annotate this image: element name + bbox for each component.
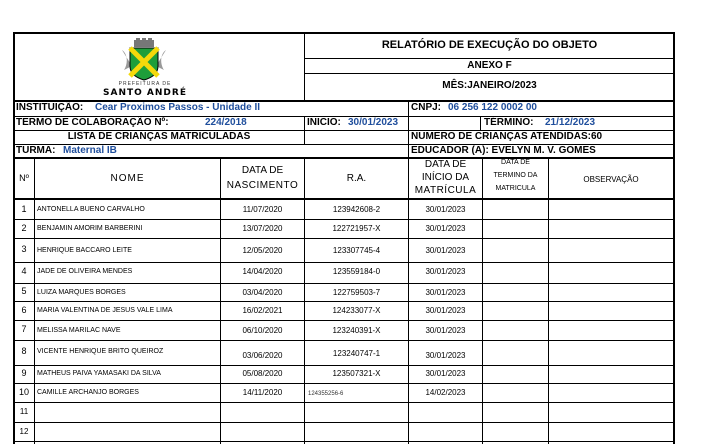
list-title: LISTA DE CRIANÇAS MATRICULADAS <box>67 131 251 142</box>
inicio-label: INICIO: <box>307 117 341 128</box>
row-start-date: 30/01/2023 <box>425 369 466 378</box>
row-ra: 123507321-X <box>332 369 381 378</box>
row-number: 2 <box>21 223 27 233</box>
row-number: 12 <box>19 427 29 436</box>
row-ra: 122721957-X <box>332 224 381 233</box>
row-name: CAMILLE ARCHANJO BORGES <box>37 389 139 396</box>
cnpj-label: CNPJ: <box>411 102 442 113</box>
row-ra: 123942608-2 <box>332 205 381 214</box>
row-start-date: 30/01/2023 <box>425 351 466 360</box>
col-header-start-3: MATRÍCULA <box>414 185 477 196</box>
termino-value: 21/12/2023 <box>545 117 596 128</box>
row-number: 11 <box>19 407 29 416</box>
city-crest-logo <box>120 38 168 82</box>
row-start-date: 30/01/2023 <box>425 224 466 233</box>
termino-label: TÉRMINO: <box>484 117 534 128</box>
row-birthdate: 14/11/2020 <box>242 388 283 397</box>
educador-label: EDUCADOR (A): EVELYN M. V. GOMES <box>411 145 596 156</box>
row-ra: 123240391-X <box>332 326 381 335</box>
row-number: 4 <box>21 266 27 276</box>
row-number: 10 <box>18 387 29 397</box>
row-birthdate: 03/04/2020 <box>242 288 283 297</box>
row-birthdate: 12/05/2020 <box>242 246 283 255</box>
row-name: ANTONELLA BUENO CARVALHO <box>37 206 145 213</box>
termo-label: TERMO DE COLABORAÇÃO Nº: <box>16 117 169 128</box>
row-name: MELISSA MARILAC NAVE <box>37 327 121 334</box>
children-count: NUMERO DE CRIANÇAS ATENDIDAS:60 <box>411 131 603 142</box>
col-header-ra: R.A. <box>346 173 367 184</box>
col-header-start-2: INÍCIO DA <box>421 172 470 183</box>
col-header-end-1: DATA DE <box>501 159 530 166</box>
row-start-date: 30/01/2023 <box>425 326 466 335</box>
row-number: 8 <box>21 346 27 356</box>
row-name: BENJAMIN AMORIM BARBERINI <box>37 225 143 232</box>
row-birthdate: 05/08/2020 <box>242 369 283 378</box>
termo-value: 224/2018 <box>205 117 247 128</box>
report-title: RELATÓRIO DE EXECUÇÃO DO OBJETO <box>381 39 598 51</box>
row-birthdate: 06/10/2020 <box>242 326 283 335</box>
col-header-end-2: TERMINO DA <box>493 172 538 179</box>
logo-city-name: SANTO ANDRÉ <box>103 88 187 98</box>
row-birthdate: 16/02/2021 <box>242 306 283 315</box>
row-name: JADE DE OLIVEIRA MENDES <box>37 268 133 275</box>
row-ra: 123240747-1 <box>332 349 381 358</box>
row-name: VICENTE HENRIQUE BRITO QUEIROZ <box>37 348 164 355</box>
turma-value: Maternal IB <box>63 145 117 156</box>
col-header-observation: OBSERVAÇÃO <box>583 175 639 184</box>
col-header-birth-1: DATA DE <box>241 165 284 176</box>
cnpj-value: 06 256 122 0002 00 <box>448 102 537 113</box>
row-ra: 123307745-4 <box>332 246 381 255</box>
row-birthdate: 11/07/2020 <box>242 205 283 214</box>
logo-city-top: PREFEITURA DE <box>118 81 172 87</box>
row-name: MATHEUS PAIVA YAMASAKI DA SILVA <box>37 370 161 377</box>
turma-label: TURMA: <box>16 145 56 156</box>
row-start-date: 30/01/2023 <box>425 306 466 315</box>
institution-label: INSTITUIÇÃO: <box>16 102 84 113</box>
inicio-value: 30/01/2023 <box>348 117 399 128</box>
row-name: MARIA VALENTINA DE JESUS VALE LIMA <box>37 307 173 314</box>
row-number: 3 <box>21 244 27 254</box>
row-number: 6 <box>21 305 27 315</box>
row-start-date: 30/01/2023 <box>425 288 466 297</box>
row-ra: 123559184-0 <box>332 267 381 276</box>
institution-value: Cear Proximos Passos - Unidade II <box>95 102 261 113</box>
row-birthdate: 14/04/2020 <box>242 267 283 276</box>
row-number: 9 <box>21 368 27 378</box>
col-header-end-3: MATRICULA <box>495 185 536 192</box>
col-header-name: NOME <box>110 173 145 184</box>
row-start-date: 30/01/2023 <box>425 205 466 214</box>
row-number: 1 <box>21 204 27 214</box>
row-birthdate: 03/06/2020 <box>242 351 283 360</box>
annex-label: ANEXO F <box>467 60 512 71</box>
col-header-number: Nº <box>19 173 29 183</box>
row-birthdate: 13/07/2020 <box>242 224 283 233</box>
month-label: MÊS:JANEIRO/2023 <box>442 80 537 91</box>
row-number: 7 <box>21 324 27 334</box>
row-name: LUIZA MARQUES BORGES <box>37 289 126 296</box>
row-start-date: 30/01/2023 <box>425 267 466 276</box>
row-start-date: 14/02/2023 <box>425 388 466 397</box>
row-number: 5 <box>21 286 27 296</box>
row-ra: 122759503-7 <box>332 288 381 297</box>
row-start-date: 30/01/2023 <box>425 246 466 255</box>
col-header-birth-2: NASCIMENTO <box>226 180 299 191</box>
row-name: HENRIQUE BACCARO LEITE <box>37 247 132 254</box>
row-ra: 124233077-X <box>332 306 381 315</box>
row-ra: 124355256-6 <box>308 391 344 397</box>
col-header-start-1: DATA DE <box>424 159 467 170</box>
